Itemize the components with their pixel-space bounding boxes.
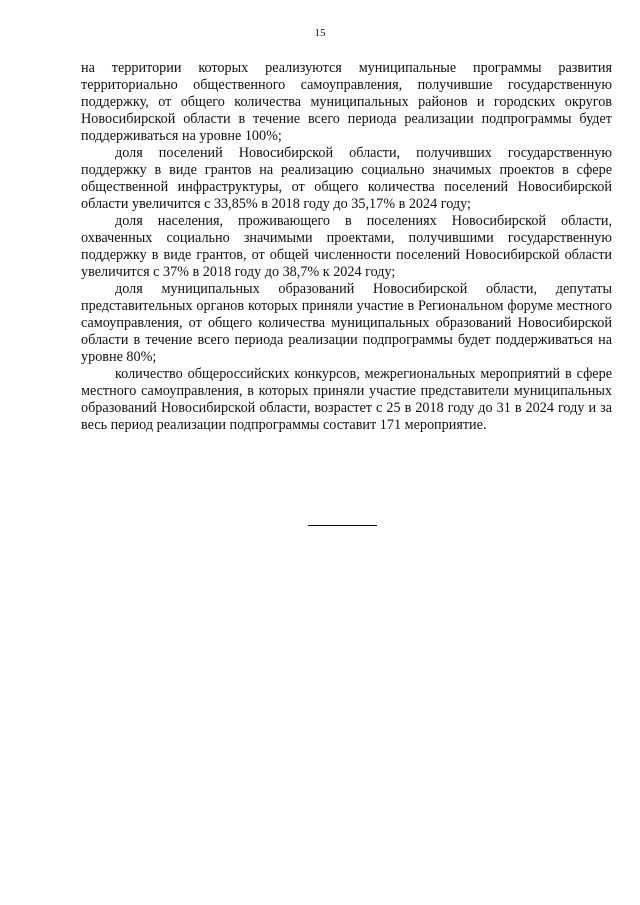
paragraph-contests-count: количество общероссийских конкурсов, межрегиональных мероприятий в сфере местного самоуправления, в которых приняли участие представители муниципальных образований Новосибирской области, возрастет с 25 в 2018 году до 31 в 2024 году и за весь период реализации подпрограммы составит 171 мероприятие. bbox=[81, 366, 612, 433]
paragraph-population-share: доля населения, проживающего в поселениях Новосибирской области, охваченных социально значимыми проектами, получившими государственную поддержку в виде грантов, от общей численности поселений Новосибирской области увеличится с 37% в 2018 году до 38,7% к 2024 году; bbox=[81, 213, 612, 280]
document-body bbox=[81, 60, 612, 434]
paragraph-settlements-grants: доля поселений Новосибирской области, получивших государственную поддержку в виде грантов на реализацию социально значимых проектов в сфере общественной инфраструктуры, от общего количества поселений Новосибирской области увеличится с 33,85% в 2018 году до 35,17% в 2024 году; bbox=[81, 145, 612, 212]
end-of-section-rule bbox=[308, 525, 377, 526]
page-number: 15 bbox=[314, 27, 326, 39]
paragraph-continuation: на территории которых реализуются муниципальные программы развития территориально общественного самоуправления, получившие государственную поддержку, от общего количества муниципальных районов и городских округов Новосибирской области в течение всего периода реализации подпрограммы будет поддерживаться на уровне 100%; bbox=[81, 60, 612, 144]
paragraph-forum-participation: доля муниципальных образований Новосибирской области, депутаты представительных органов которых приняли участие в Региональном форуме местного самоуправления, от общего количества муниципальных образований Новосибирской области в течение всего периода реализации подпрограммы будет поддерживаться на уровне 80%; bbox=[81, 281, 612, 365]
